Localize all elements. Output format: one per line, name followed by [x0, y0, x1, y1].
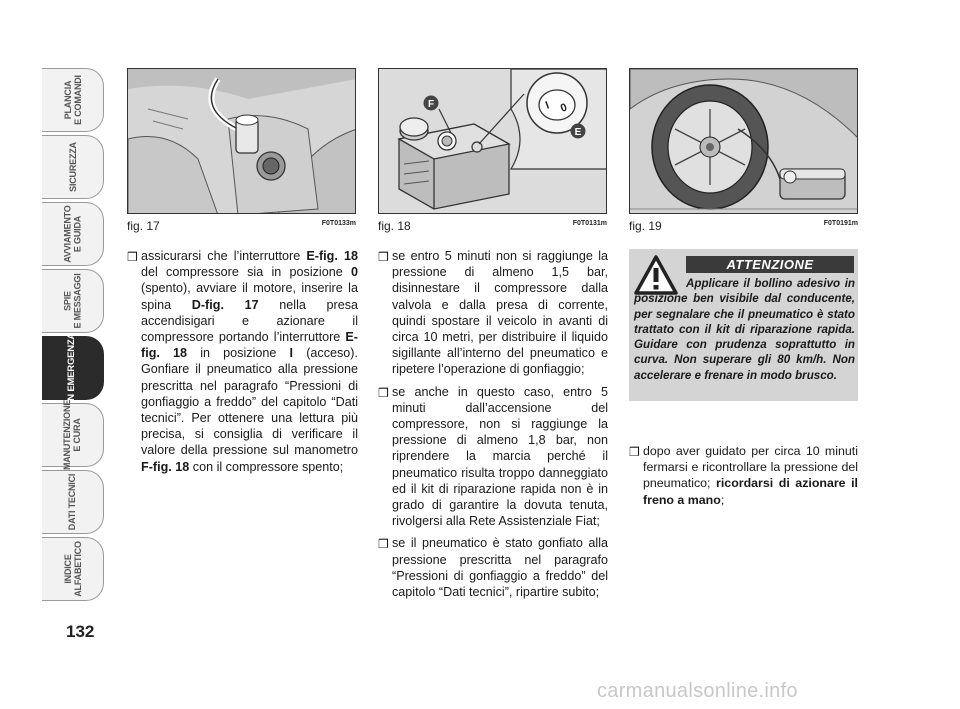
- warning-text: Applicare il bollino adesivo in posizione ben visibile dal conducente, per segnalare che il pneumatico è stato trattato con il kit di riparazione rapida. Guidare con prudenza soprattutto in curva. Non superare gli 80 km/h. Non accelerare e frenare in modo brusco.: [634, 277, 855, 382]
- socket-illustration: [128, 69, 356, 214]
- text-column-2: [378, 248, 608, 606]
- warning-title: ATTENZIONE: [686, 256, 854, 273]
- figure-17-image: [127, 68, 356, 214]
- figure-18-caption: fig. 18 F0T0131m: [378, 219, 607, 233]
- page-number: 132: [66, 622, 95, 641]
- watermark: carmanualsonline.info: [597, 680, 798, 702]
- checkbox-bullet-icon: ❒: [127, 250, 138, 264]
- figure-17-caption: fig. 17 F0T0133m: [127, 219, 356, 233]
- chapter-tabs: [42, 68, 104, 604]
- switch-off-mark: 0: [558, 101, 569, 115]
- wheel-illustration: [630, 69, 858, 214]
- checkbox-bullet-icon: ❒: [378, 537, 389, 552]
- tab-manutenzione[interactable]: MANUTENZIONE E CURA: [42, 403, 104, 467]
- instruction-tyre-damaged: ❒ se anche in questo caso, entro 5 minuti dall’accensione del compressore, non si raggiunge la pressione di almeno 1,8 bar, non riprendere la marcia perché il pneumatico risulta troppo danneggiato ed il kit di riparazione rapida non è in grado di garantire la dovuta tenuta, rivolgersi alla Rete Assistenziale Fiat;: [378, 384, 608, 529]
- instruction-retry-inflation: ❒ se entro 5 minuti non si raggiunge la pressione di almeno 1,5 bar, disinnestare il compressore dalla valvola e dalla presa di corrente, quindi spostare il veicolo in avanti di circa 10 metri, per distribuire il liquido sigillante all’interno del pneumatico e ripetere l’operazione di gonfiaggio;: [378, 249, 608, 377]
- text-column-1: [127, 248, 358, 481]
- tab-avviamento[interactable]: AVVIAMENTO E GUIDA: [42, 202, 104, 266]
- tab-plancia[interactable]: PLANCIA E COMANDI: [42, 68, 104, 132]
- tab-indice[interactable]: INDICE ALFABETICO: [42, 537, 104, 601]
- marker-f-label: F: [427, 99, 435, 110]
- switch-on-mark: I: [543, 99, 551, 112]
- marker-e-label: E: [574, 127, 582, 138]
- tab-dati-tecnici[interactable]: DATI TECNICI: [42, 470, 104, 534]
- tab-sicurezza[interactable]: SICUREZZA: [42, 135, 104, 199]
- compressor-illustration: [379, 69, 607, 214]
- instruction-restart: ❒ se il pneumatico è stato gonfiato alla pressione prescritta nel paragrafo “Pressioni di gonfiaggio a freddo” del capitolo “Dati tecnici”, ripartire subito;: [378, 536, 608, 600]
- text-column-3: [629, 443, 858, 514]
- tab-spie[interactable]: SPIE E MESSAGGI: [42, 269, 104, 333]
- figure-19-image: [629, 68, 858, 214]
- checkbox-bullet-icon: ❒: [378, 250, 389, 264]
- checkbox-bullet-icon: ❒: [378, 385, 389, 400]
- instruction-recheck-pressure: ❒ dopo aver guidato per circa 10 minuti fermarsi e ricontrollare la pressione del pneumatico; ricordarsi di azionare il freno a mano;: [629, 444, 858, 507]
- checkbox-bullet-icon: ❒: [629, 445, 640, 459]
- figure-19-caption: fig. 19 F0T0191m: [629, 219, 858, 233]
- figure-18-image: [378, 68, 607, 214]
- tab-in-emergenza[interactable]: IN EMERGENZA: [42, 336, 104, 400]
- instruction-connect-compressor: ❒ assicurarsi che l’interruttore E-fig. 18 del compressore sia in posizione 0 (spento), avviare il motore, inserire la spina D-fig. 17 nella presa accendisigari e azionare il compressore portando l’interruttore E-fig. 18 in posizione I (acceso). Gonfiare il pneumatico alla pressione prescritta nel paragrafo “Pressioni di gonfiaggio a freddo” del capitolo “Dati tecnici”. Per ottenere una lettura più precisa, si consiglia di verificare il valore della pressione sul manometro F-fig. 18 con il compressore spento;: [127, 249, 359, 474]
